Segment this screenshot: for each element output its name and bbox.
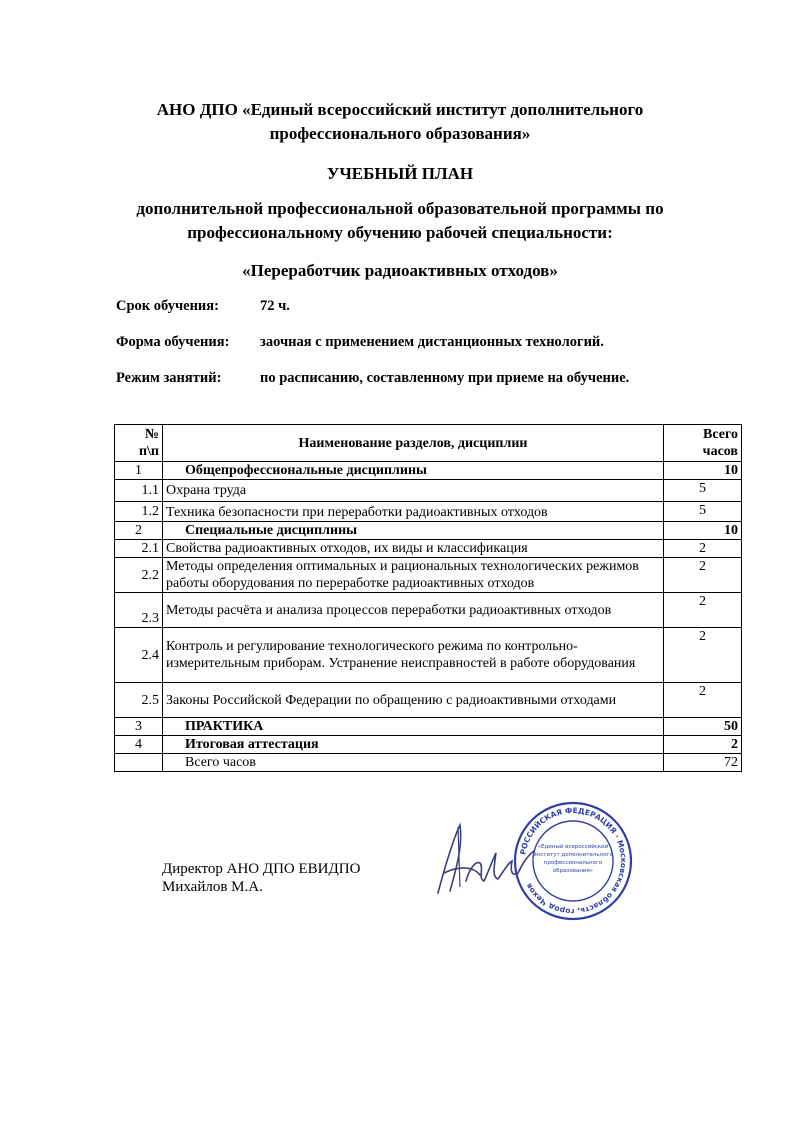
table-row <box>115 462 742 480</box>
table-row <box>115 502 742 522</box>
row-hours: 10 <box>664 462 742 480</box>
total-label: Всего часов <box>163 754 664 772</box>
row-num: 2.2 <box>115 558 163 593</box>
row-num: 1.1 <box>115 480 163 502</box>
director-title: Директор АНО ДПО ЕВИДПО <box>162 861 361 877</box>
row-hours: 10 <box>664 522 742 540</box>
row-num: 1.2 <box>115 502 163 522</box>
organization-name <box>0 98 800 146</box>
header-hours-line-1: Всего <box>703 427 738 442</box>
table-row <box>115 683 742 718</box>
header-hours-line-2: часов <box>702 444 738 459</box>
row-name: Охрана труда <box>163 480 664 502</box>
row-num: 2 <box>115 522 163 540</box>
header-num <box>115 425 163 462</box>
row-num: 4 <box>115 736 163 754</box>
document-title: УЧЕБНЫЙ ПЛАН <box>326 164 474 183</box>
table-row <box>115 522 742 540</box>
svg-text:РОССИЙСКАЯ ФЕДЕРАЦИЯ · Московс: РОССИЙСКАЯ ФЕДЕРАЦИЯ · Московская область, город Чехов <box>518 805 629 917</box>
row-name: Итоговая аттестация <box>163 736 664 754</box>
signature-block <box>162 860 360 896</box>
row-name: Методы расчёта и анализа процессов переработки радиоактивных отходов <box>163 593 664 628</box>
schedule-row <box>116 370 630 387</box>
program-description <box>0 197 800 245</box>
row-num: 2.1 <box>115 540 163 558</box>
program-line-1: дополнительной профессиональной образовательной программы по <box>136 199 664 218</box>
schedule-value: по расписанию, составленному при приеме на обучение. <box>260 370 630 386</box>
row-name: Общепрофессиональные дисциплины <box>163 462 664 480</box>
svg-text:«Единый всероссийский: «Единый всероссийский <box>537 844 609 850</box>
duration-row <box>116 298 290 315</box>
duration-value: 72 ч. <box>260 298 290 314</box>
row-name: ПРАКТИКА <box>163 718 664 736</box>
header-num-line-1: № <box>144 427 159 442</box>
duration-label: Срок обучения: <box>116 298 219 314</box>
org-line-1: АНО ДПО «Единый всероссийский институт дополнительного <box>156 100 644 119</box>
total-num <box>115 754 163 772</box>
table-header-row <box>115 425 742 462</box>
organization-stamp <box>512 800 634 922</box>
row-num: 2.3 <box>115 593 163 628</box>
form-label: Форма обучения: <box>116 334 230 350</box>
svg-text:образования»: образования» <box>552 868 594 874</box>
svg-text:профессионального: профессионального <box>543 860 603 866</box>
row-hours: 2 <box>664 540 742 558</box>
table-row <box>115 480 742 502</box>
org-line-2: профессионального образования» <box>269 124 531 143</box>
row-hours: 5 <box>664 502 742 522</box>
row-num: 1 <box>115 462 163 480</box>
row-num: 2.4 <box>115 628 163 683</box>
header-name: Наименование разделов, дисциплин <box>163 425 664 462</box>
row-hours: 2 <box>664 593 742 628</box>
form-row <box>116 334 604 351</box>
row-hours: 2 <box>664 558 742 593</box>
row-num: 2.5 <box>115 683 163 718</box>
header-hours <box>664 425 742 462</box>
table-row <box>115 736 742 754</box>
svg-text:институт дополнительного: институт дополнительного <box>533 852 613 858</box>
row-name: Техника безопасности при переработки радиоактивных отходов <box>163 502 664 522</box>
schedule-label: Режим занятий: <box>116 370 222 386</box>
form-value: заочная с применением дистанционных технологий. <box>260 334 604 350</box>
table-row <box>115 540 742 558</box>
row-name: Законы Российской Федерации по обращению с радиоактивными отходами <box>163 683 664 718</box>
table-total-row <box>115 754 742 772</box>
row-name: Методы определения оптимальных и рациональных технологических режимов работы оборудования по переработке радиоактивных отходов <box>163 558 664 593</box>
director-name: Михайлов М.А. <box>162 879 263 895</box>
row-name: Специальные дисциплины <box>163 522 664 540</box>
program-line-2: профессиональному обучению рабочей специальности: <box>187 223 613 242</box>
row-hours: 2 <box>664 736 742 754</box>
table-row <box>115 558 742 593</box>
table-row <box>115 628 742 683</box>
table-row <box>115 593 742 628</box>
row-name: Контроль и регулирование технологического режима по контрольно-измерительным приборам. Устранение неисправностей в работе оборудования <box>163 628 664 683</box>
row-name: Свойства радиоактивных отходов, их виды и классификация <box>163 540 664 558</box>
row-hours: 50 <box>664 718 742 736</box>
row-hours: 5 <box>664 480 742 502</box>
row-num: 3 <box>115 718 163 736</box>
header-num-line-2: п\п <box>138 444 159 459</box>
row-hours: 2 <box>664 628 742 683</box>
specialty-title: «Переработчик радиоактивных отходов» <box>242 261 558 280</box>
curriculum-table <box>114 424 742 772</box>
total-hours: 72 <box>664 754 742 772</box>
table-row <box>115 718 742 736</box>
row-hours: 2 <box>664 683 742 718</box>
